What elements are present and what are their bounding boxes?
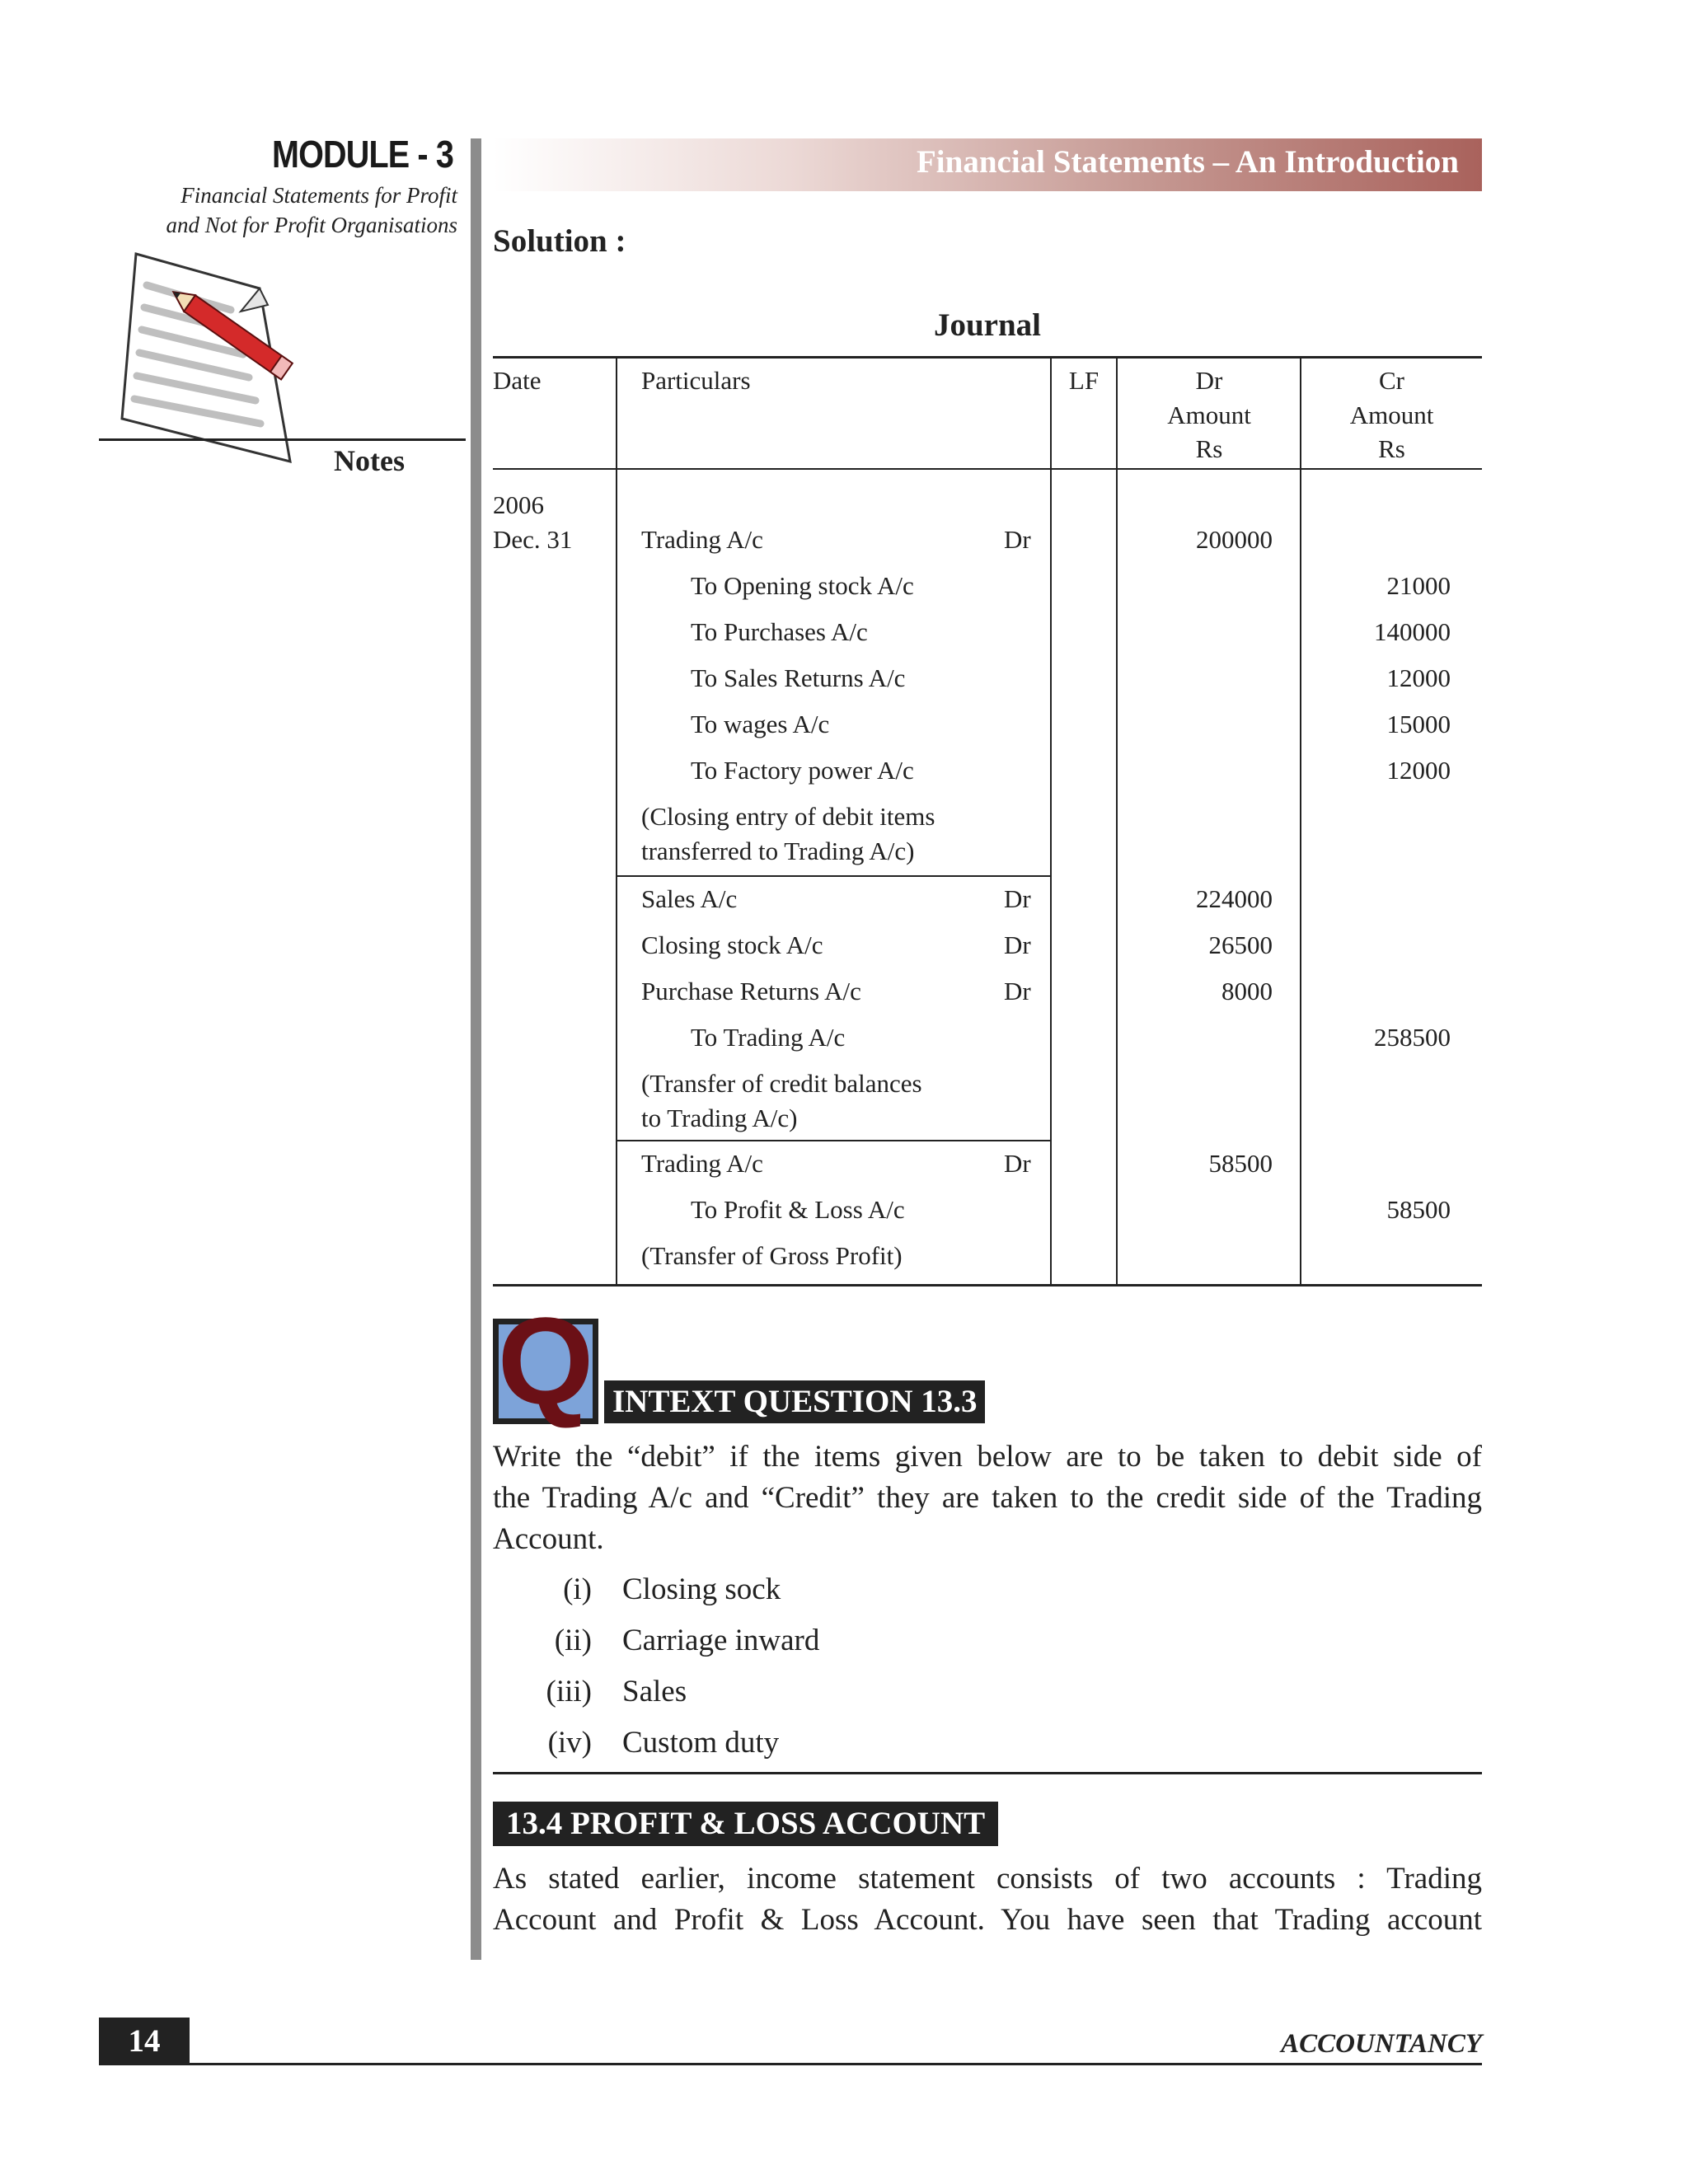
header-particulars: Particulars	[641, 366, 751, 395]
cr-amount: 12000	[1386, 663, 1451, 692]
header-date: Date	[493, 366, 542, 395]
table-bottom-rule	[493, 1284, 1482, 1286]
notes-label: Notes	[334, 444, 405, 477]
dr-mark: Dr	[1004, 884, 1031, 913]
dr-mark: Dr	[1004, 930, 1031, 959]
cr-amount: 12000	[1386, 756, 1451, 785]
table-top-rule	[493, 356, 1482, 359]
margin-bar	[471, 138, 481, 1960]
footer-subject: ACCOUNTANCY	[1281, 2029, 1482, 2059]
particular-line: To Purchases A/c	[691, 617, 868, 646]
entry-divider	[616, 1140, 1051, 1141]
particular-line: Trading A/c	[641, 1149, 763, 1178]
narration-line: transferred to Trading A/c)	[641, 837, 915, 865]
footer-rule	[99, 2063, 1482, 2065]
section-body-line: As stated earlier, income statement consists of two accounts : Trading	[493, 1862, 1482, 1896]
dr-mark: Dr	[1004, 1149, 1031, 1178]
cr-amount: 21000	[1386, 571, 1451, 600]
col-divider-dr	[1300, 356, 1301, 1285]
header-band	[493, 138, 1482, 191]
question-item-text: Custom duty	[622, 1726, 780, 1760]
col-divider-lf	[1116, 356, 1118, 1285]
section-divider	[493, 1772, 1482, 1774]
journal-title: Journal	[933, 307, 1042, 343]
date-year: 2006	[493, 490, 544, 519]
cr-amount: 15000	[1386, 710, 1451, 738]
entry-divider	[616, 875, 1051, 877]
particular-line: Purchase Returns A/c	[641, 977, 861, 1005]
cr-amount: 258500	[1374, 1023, 1451, 1052]
question-item-text: Carriage inward	[622, 1624, 820, 1657]
question-item-text: Closing sock	[622, 1572, 781, 1606]
header-title: Financial Statements – An Introduction	[916, 144, 1459, 180]
particular-line: To Factory power A/c	[691, 756, 914, 785]
solution-label: Solution :	[493, 223, 626, 259]
particular-line: To Sales Returns A/c	[691, 663, 906, 692]
header-cr-rs: Rs	[1378, 434, 1405, 463]
header-cr: Cr	[1379, 366, 1404, 395]
cr-amount: 58500	[1386, 1195, 1451, 1224]
dr-amount: 224000	[1196, 884, 1273, 913]
particular-line: To wages A/c	[691, 710, 830, 738]
notes-divider	[99, 438, 466, 441]
section-body-line: Account and Profit & Loss Account. You have seen that Trading account	[493, 1903, 1482, 1937]
question-item-number: (i)	[563, 1572, 592, 1606]
dr-amount: 8000	[1221, 977, 1273, 1005]
narration-line: (Transfer of Gross Profit)	[641, 1241, 903, 1270]
particular-line: Sales A/c	[641, 884, 738, 913]
date-day: Dec. 31	[493, 525, 573, 554]
header-dr-amount: Amount	[1167, 401, 1251, 429]
question-instruction-line: Account.	[493, 1522, 604, 1556]
dr-amount: 58500	[1208, 1149, 1273, 1178]
notes-pencil-icon	[99, 246, 321, 485]
section-heading: 13.4 PROFIT & LOSS ACCOUNT	[493, 1802, 998, 1846]
narration-line: (Closing entry of debit items	[641, 802, 935, 831]
dr-mark: Dr	[1004, 977, 1031, 1005]
particular-line: To Profit & Loss A/c	[691, 1195, 905, 1224]
table-header-rule	[493, 468, 1482, 470]
header-dr: Dr	[1195, 366, 1223, 395]
page-number: 14	[128, 2023, 161, 2059]
module-subtitle-line2: and Not for Profit Organisations	[166, 213, 457, 237]
question-instruction-line: Write the “debit” if the items given below are to be taken to debit side of	[493, 1440, 1482, 1474]
question-q-icon: Q	[497, 1291, 594, 1430]
module-title: MODULE - 3	[272, 133, 453, 176]
col-divider-date	[616, 356, 617, 1285]
question-item-number: (ii)	[554, 1624, 592, 1657]
question-item-number: (iv)	[547, 1726, 592, 1760]
question-instruction-line: the Trading A/c and “Credit” they are taken to the credit side of the Trading	[493, 1481, 1482, 1515]
particular-line: To Opening stock A/c	[691, 571, 914, 600]
module-subtitle-line1: Financial Statements for Profit	[181, 183, 457, 208]
header-cr-amount: Amount	[1349, 401, 1434, 429]
dr-amount: 26500	[1208, 930, 1273, 959]
question-item-text: Sales	[622, 1675, 687, 1708]
col-divider-particulars	[1050, 356, 1052, 1285]
narration-line: (Transfer of credit balances	[641, 1069, 922, 1098]
particular-line: To Trading A/c	[691, 1023, 846, 1052]
question-item-number: (iii)	[546, 1675, 592, 1708]
narration-line: to Trading A/c)	[641, 1104, 798, 1132]
intext-question-label: INTEXT QUESTION 13.3	[604, 1380, 985, 1423]
dr-amount: 200000	[1196, 525, 1273, 554]
particular-line: Closing stock A/c	[641, 930, 823, 959]
header-dr-rs: Rs	[1195, 434, 1223, 463]
particular-line: Trading A/c	[641, 525, 763, 554]
cr-amount: 140000	[1374, 617, 1451, 646]
dr-mark: Dr	[1004, 525, 1031, 554]
header-lf: LF	[1068, 366, 1100, 395]
